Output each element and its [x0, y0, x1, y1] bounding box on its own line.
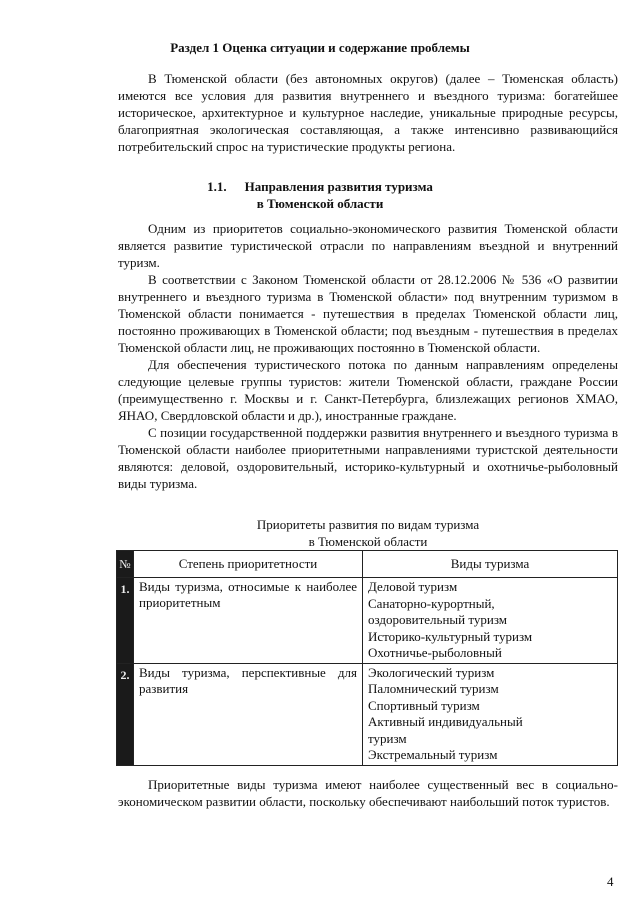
tourism-type: Санаторно-курортный, [368, 595, 495, 611]
tourism-type: Активный индивидуальный [368, 714, 523, 729]
tourism-type: туризм [368, 730, 407, 746]
section-title: Раздел 1 Оценка ситуации и содержание проблемы [170, 40, 470, 55]
body-paragraphs [118, 220, 618, 492]
row-types [363, 663, 618, 765]
body-paragraph: Для обеспечения туристического потока по данным направлениям определены следующие целевые группы туристов: жители Тюменской области, граждане России (преимущественно г. Москвы и г. Санкт-Петербурга, близлежащих регионов ХМАО, ЯНАО, Свердловской области и др.), иностранные граждане. [118, 357, 618, 423]
header-types: Виды туризма [363, 551, 618, 578]
header-degree: Степень приоритетности [134, 551, 363, 578]
row-types [363, 578, 618, 664]
tourism-type: Экологический туризм [368, 664, 495, 680]
table-caption-line1: Приоритеты развития по видам туризма [256, 517, 480, 532]
table-caption [118, 516, 618, 550]
tourism-type: Экстремальный туризм [368, 747, 498, 762]
table-caption-line2: в Тюменской области [308, 534, 428, 549]
body-paragraph: С позиции государственной поддержки развития внутреннего и въездного туризма в Тюменской области наиболее приоритетными направлениями туристской деятельности являются: деловой, оздоровительный, историко-культурный и охотничье-рыболовный виды туризма. [118, 425, 618, 491]
row-degree: Виды туризма, относимые к наиболее приоритетным [134, 578, 363, 664]
table-row [117, 578, 618, 664]
priority-table [116, 550, 618, 766]
header-number: № [117, 551, 134, 578]
subsection-heading [0, 178, 640, 212]
final-paragraph: Приоритетные виды туризма имеют наиболее существенный вес в социально-экономическом развитии области, поскольку обеспечивают наибольший поток туристов. [118, 777, 618, 809]
tourism-type: Паломнический туризм [368, 681, 499, 696]
final-paragraph-block [118, 776, 618, 810]
table-header-row [117, 551, 618, 578]
subsection-number: 1.1. [207, 179, 227, 194]
tourism-type: Деловой туризм [368, 579, 458, 594]
row-number: 2. [120, 667, 130, 682]
table-row [117, 663, 618, 765]
row-degree: Виды туризма, перспективные для развития [134, 663, 363, 765]
row-number: 1. [120, 582, 130, 596]
subsection-title-line2: в Тюменской области [256, 196, 384, 211]
row-number-cell [117, 663, 134, 765]
intro-paragraph: В Тюменской области (без автономных округов) (далее – Тюменская область) имеются все условия для развития внутреннего и въездного туризма: богатейшее историческое, архитектурное и культурное наследие, уникальные природные ресурсы, благоприятная экологическая составляющая, а также интенсивно развивающийся потребительский спрос на туристические продукты региона. [118, 71, 618, 154]
tourism-type: оздоровительный туризм [368, 612, 508, 627]
tourism-type: Охотничье-рыболовный [368, 645, 502, 660]
subsection-title-line1: Направления развития туризма [244, 179, 433, 194]
intro-paragraph-block [118, 70, 618, 155]
body-paragraph: Одним из приоритетов социально-экономического развития Тюменской области является развитие туристической отрасли по направлениям въездной и внутренний туризм. [118, 221, 618, 270]
tourism-type: Историко-культурный туризм [368, 628, 533, 644]
page-number: 4 [607, 874, 614, 889]
row-number-cell [117, 578, 134, 664]
body-paragraph: В соответствии с Законом Тюменской области от 28.12.2006 № 536 «О развитии внутреннего и въездного туризма в Тюменской области» под внутренним туризмом в Тюменской области понимается - путешествия в пределах Тюменской области лиц, постоянно проживающих в Тюменской области; под въездным - путешествия в пределах Тюменской области лиц, не проживающих постоянно в Тюменской области. [118, 272, 618, 355]
tourism-type: Спортивный туризм [368, 697, 480, 713]
